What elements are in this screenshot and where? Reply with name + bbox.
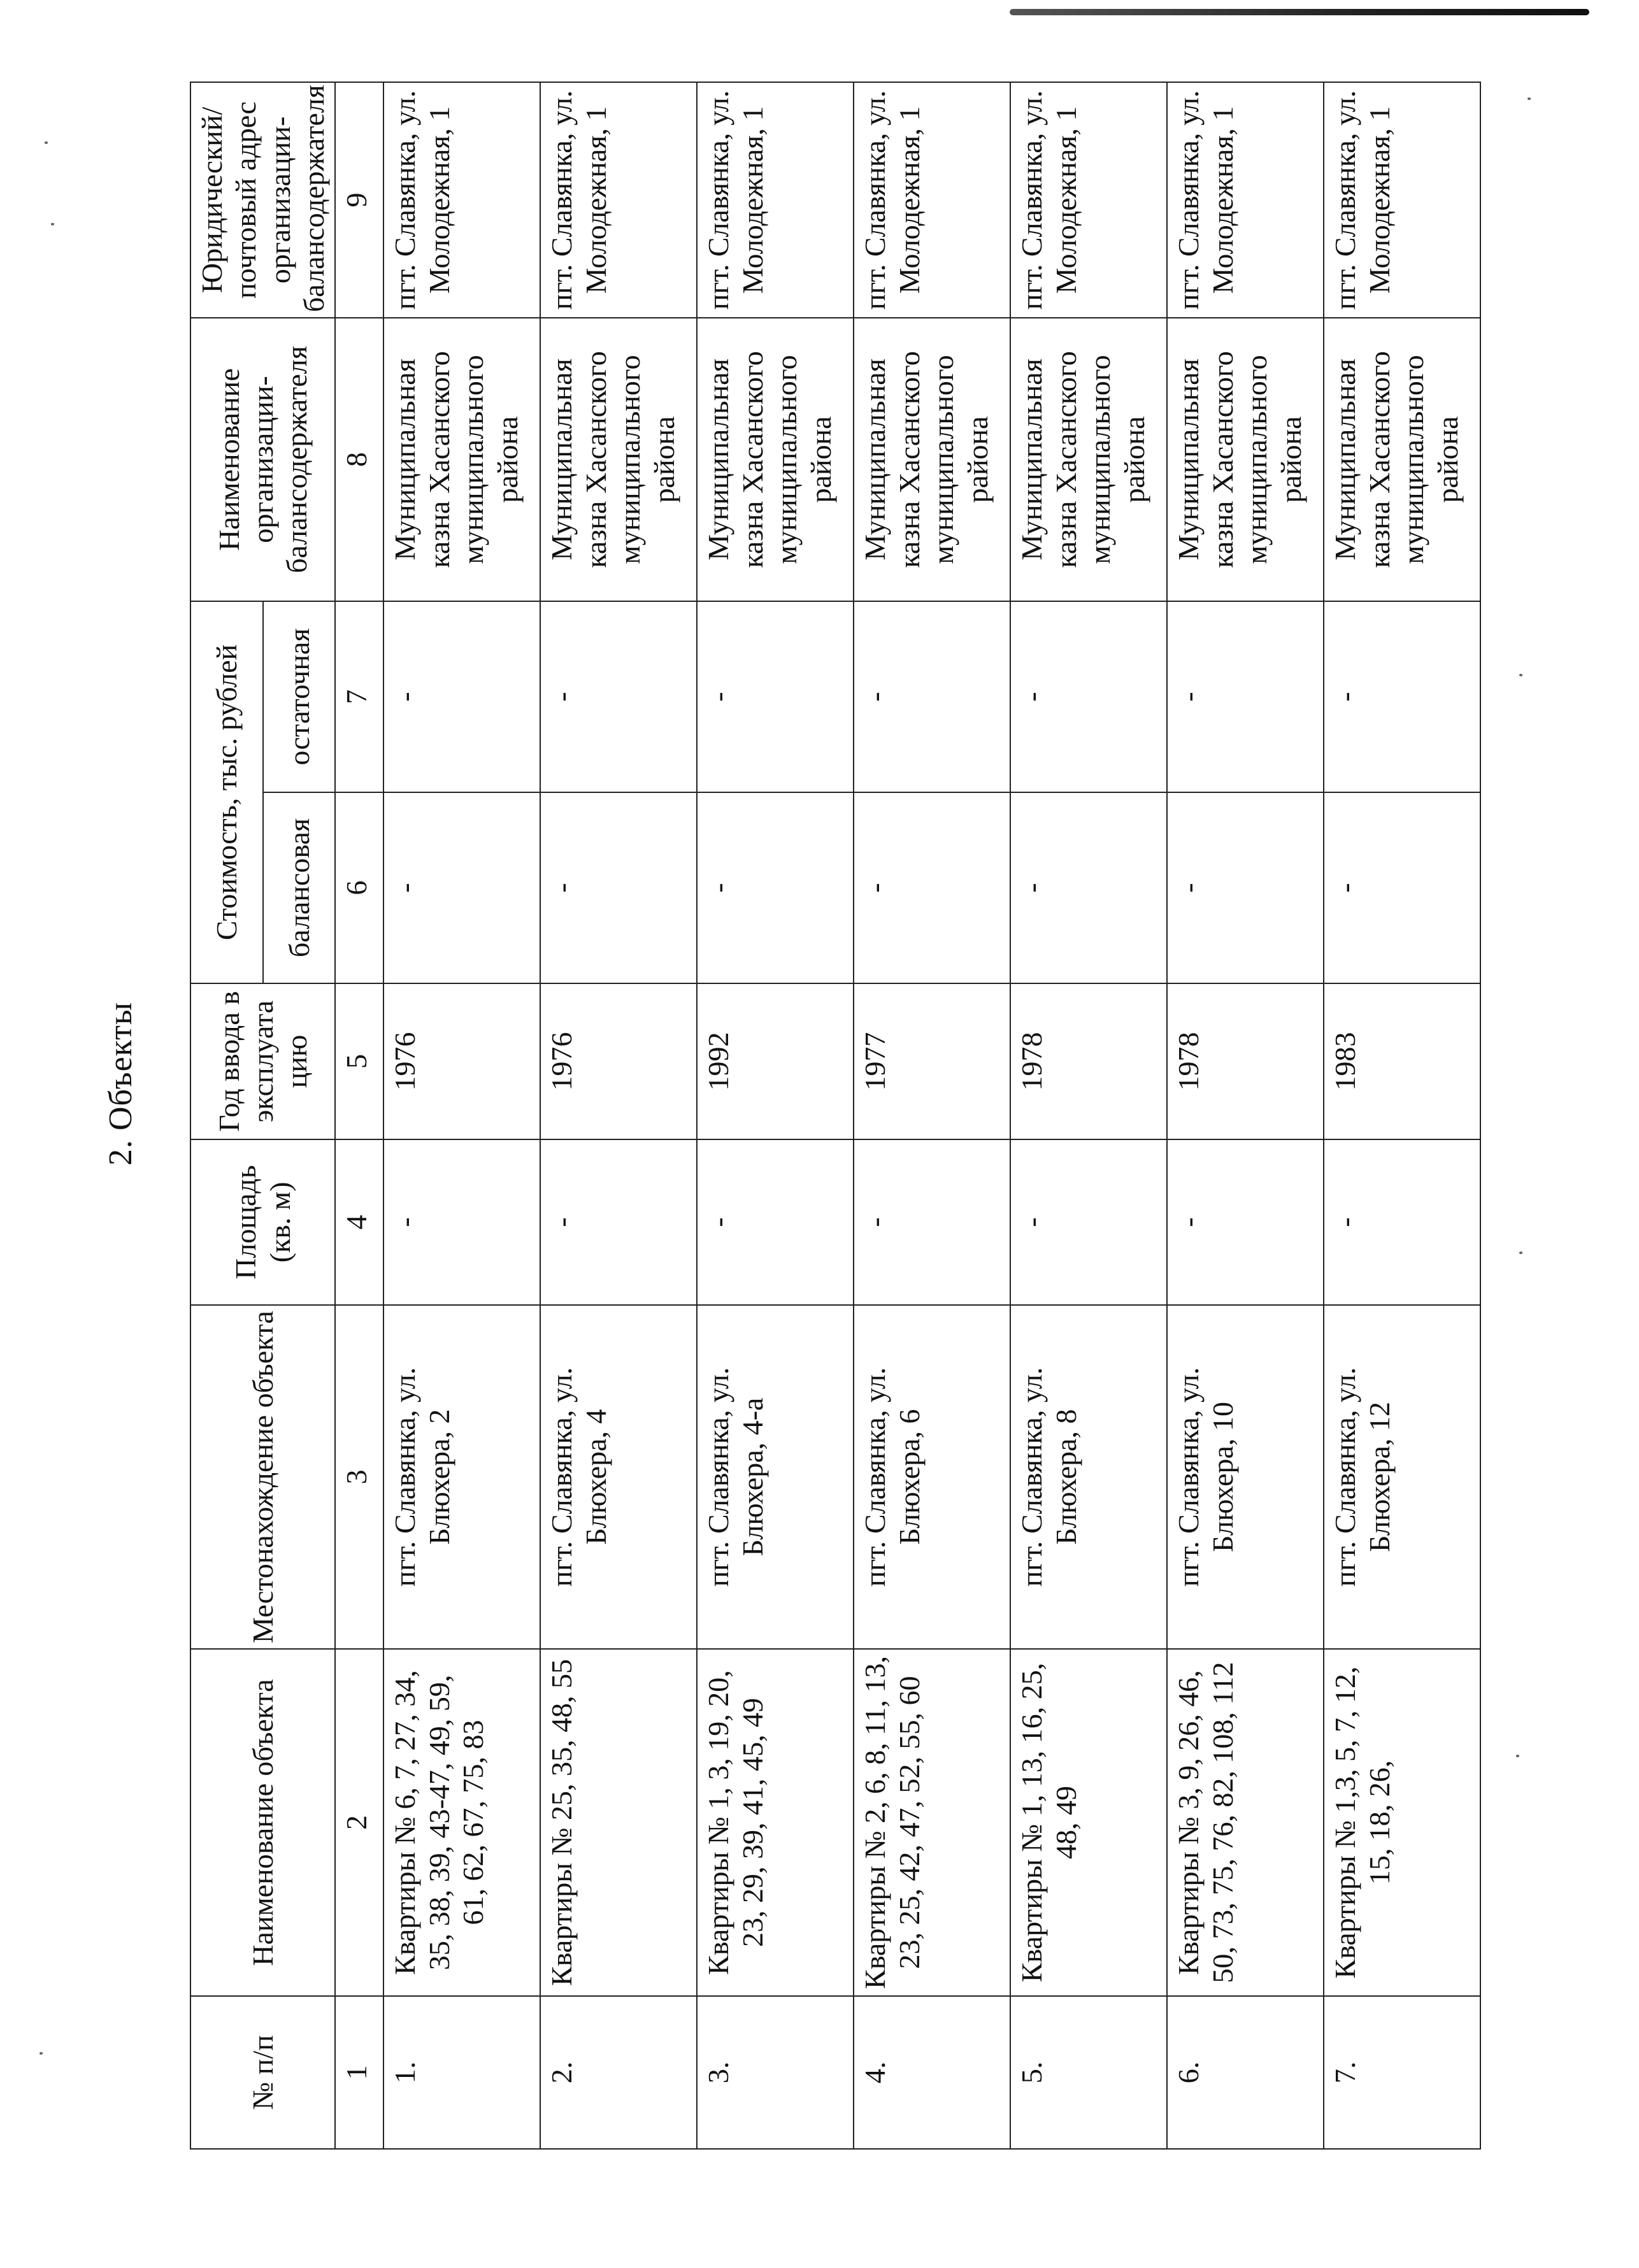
row-location: пгт. Славянка, ул. Блюхера, 6: [854, 1305, 1010, 1649]
table-row: [697, 82, 854, 2149]
header-area: Площадь (кв. м): [190, 1139, 335, 1305]
row-holder: Муниципальная казна Хасанского муниципального района: [1324, 318, 1480, 601]
column-number: 1: [335, 1996, 383, 2149]
row-name: Квартиры № 6, 7, 27, 34, 35, 38, 39, 43-47, 49, 59, 61, 62, 67, 75, 83: [383, 1649, 540, 1996]
row-location: пгт. Славянка, ул. Блюхера, 12: [1324, 1305, 1480, 1649]
row-cost-book: -: [540, 792, 697, 983]
row-num: 7.: [1324, 1996, 1480, 2149]
column-number: 7: [335, 601, 383, 792]
row-holder: Муниципальная казна Хасанского муниципального района: [854, 318, 1010, 601]
header-year: Год ввода в эксплуата цию: [190, 983, 335, 1139]
row-location: пгт. Славянка, ул. Блюхера, 8: [1010, 1305, 1167, 1649]
row-cost-book: -: [697, 792, 854, 983]
row-location: пгт. Славянка, ул. Блюхера, 10: [1167, 1305, 1324, 1649]
table-row: [1010, 82, 1167, 2149]
row-name: Квартиры № 1, 3, 19, 20, 23, 29, 39, 41, 45, 49: [697, 1649, 854, 1996]
row-area: -: [1324, 1139, 1480, 1305]
page-title: 2. Объекты: [103, 1002, 139, 1166]
row-cost-residual: -: [1010, 601, 1167, 792]
row-holder: Муниципальная казна Хасанского муниципального района: [383, 318, 540, 601]
table-row: [383, 82, 540, 2149]
header-address: Юридический/ почтовый адрес организации-балансодержателя: [190, 82, 335, 318]
column-number: 2: [335, 1649, 383, 1996]
row-cost-residual: -: [697, 601, 854, 792]
header-cost-book: балансовая: [263, 792, 336, 983]
header-num: № п/п: [190, 1996, 335, 2149]
header-location: Местонахождение объекта: [190, 1305, 335, 1649]
row-address: пгт. Славянка, ул. Молодежная, 1: [540, 82, 697, 318]
row-address: пгт. Славянка, ул. Молодежная, 1: [1167, 82, 1324, 318]
column-number-row: [335, 82, 383, 2149]
row-address: пгт. Славянка, ул. Молодежная, 1: [854, 82, 1010, 318]
row-name: Квартиры № 1, 13, 16, 25, 48, 49: [1010, 1649, 1167, 1996]
column-number: 3: [335, 1305, 383, 1649]
row-holder: Муниципальная казна Хасанского муниципального района: [1167, 318, 1324, 601]
objects-table: [190, 82, 1481, 2150]
row-year: 1978: [1167, 983, 1324, 1139]
row-address: пгт. Славянка, ул. Молодежная, 1: [383, 82, 540, 318]
row-name: Квартиры № 3, 9, 26, 46, 50, 73, 75, 76, 82, 108, 112: [1167, 1649, 1324, 1996]
header-cost: Стоимость, тыс. рублей: [190, 601, 263, 983]
row-year: 1976: [383, 983, 540, 1139]
row-holder: Муниципальная казна Хасанского муниципального района: [1010, 318, 1167, 601]
row-num: 3.: [697, 1996, 854, 2149]
row-area: -: [1010, 1139, 1167, 1305]
table-row: [1324, 82, 1480, 2149]
row-cost-residual: -: [383, 601, 540, 792]
row-num: 1.: [383, 1996, 540, 2149]
row-address: пгт. Славянка, ул. Молодежная, 1: [697, 82, 854, 318]
header-name: Наименование объекта: [190, 1649, 335, 1996]
row-cost-book: -: [1167, 792, 1324, 983]
table-row: [540, 82, 697, 2149]
row-num: 2.: [540, 1996, 697, 2149]
column-number: 4: [335, 1139, 383, 1305]
row-year: 1978: [1010, 983, 1167, 1139]
row-area: -: [1167, 1139, 1324, 1305]
column-number: 6: [335, 792, 383, 983]
row-name: Квартиры № 2, 6, 8, 11, 13, 23, 25, 42, 47, 52, 55, 60: [854, 1649, 1010, 1996]
row-year: 1977: [854, 983, 1010, 1139]
row-year: 1976: [540, 983, 697, 1139]
header-cost-residual: остаточная: [263, 601, 336, 792]
row-num: 4.: [854, 1996, 1010, 2149]
row-name: Квартиры № 1,3, 5, 7, 12, 15, 18, 26,: [1324, 1649, 1480, 1996]
row-cost-residual: -: [1324, 601, 1480, 792]
row-area: -: [540, 1139, 697, 1305]
row-location: пгт. Славянка, ул. Блюхера, 4: [540, 1305, 697, 1649]
row-cost-book: -: [1010, 792, 1167, 983]
row-location: пгт. Славянка, ул. Блюхера, 4-а: [697, 1305, 854, 1649]
row-address: пгт. Славянка, ул. Молодежная, 1: [1324, 82, 1480, 318]
row-address: пгт. Славянка, ул. Молодежная, 1: [1010, 82, 1167, 318]
row-location: пгт. Славянка, ул. Блюхера, 2: [383, 1305, 540, 1649]
row-name: Квартиры № 25, 35, 48, 55: [540, 1649, 697, 1996]
row-cost-book: -: [1324, 792, 1480, 983]
row-year: 1992: [697, 983, 854, 1139]
column-number: 9: [335, 82, 383, 318]
header-row: [190, 82, 263, 2149]
row-holder: Муниципальная казна Хасанского муниципального района: [540, 318, 697, 601]
row-area: -: [854, 1139, 1010, 1305]
row-year: 1983: [1324, 983, 1480, 1139]
row-area: -: [383, 1139, 540, 1305]
row-num: 6.: [1167, 1996, 1324, 2149]
table-row: [854, 82, 1010, 2149]
row-cost-residual: -: [1167, 601, 1324, 792]
column-number: 5: [335, 983, 383, 1139]
row-area: -: [697, 1139, 854, 1305]
table-row: [1167, 82, 1324, 2149]
row-num: 5.: [1010, 1996, 1167, 2149]
header-holder: Наименование организации-балансодержателя: [190, 318, 335, 601]
row-cost-book: -: [383, 792, 540, 983]
row-cost-book: -: [854, 792, 1010, 983]
row-cost-residual: -: [540, 601, 697, 792]
row-cost-residual: -: [854, 601, 1010, 792]
row-holder: Муниципальная казна Хасанского муниципального района: [697, 318, 854, 601]
column-number: 8: [335, 318, 383, 601]
